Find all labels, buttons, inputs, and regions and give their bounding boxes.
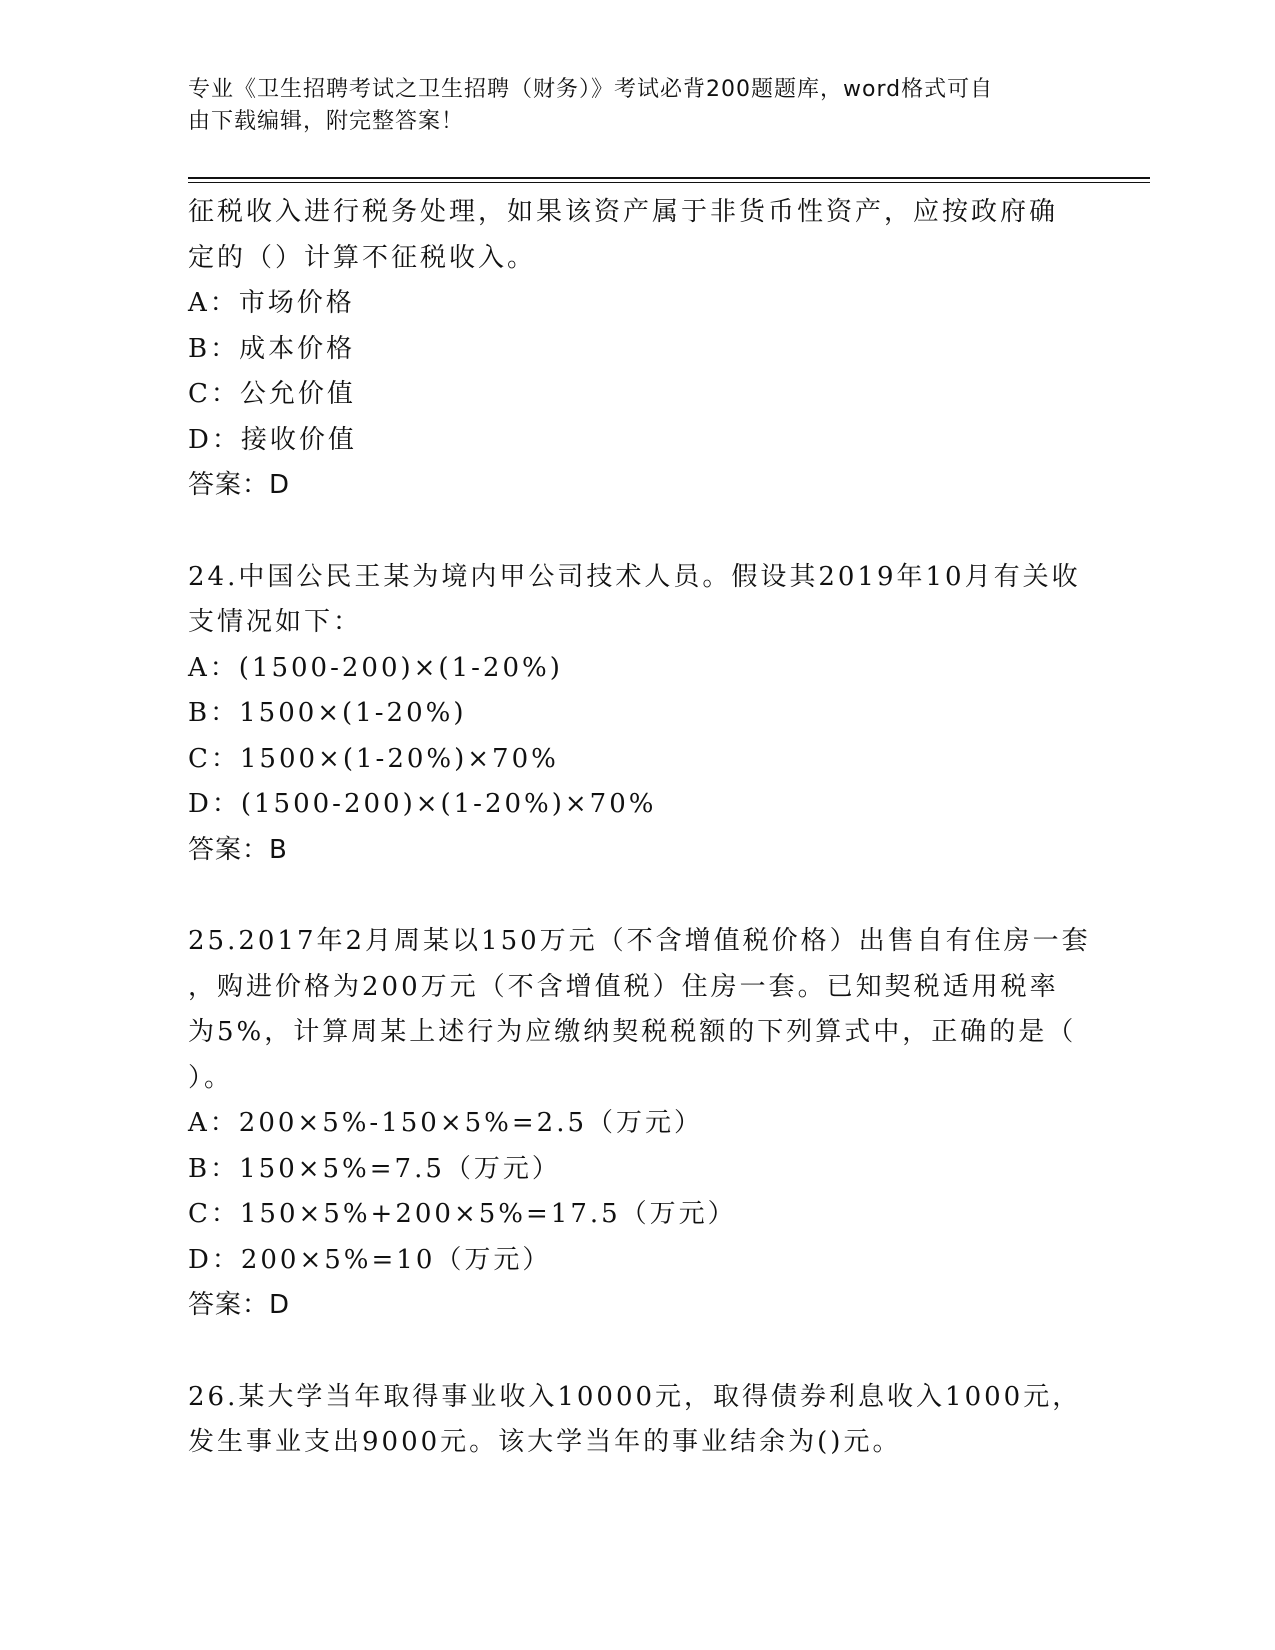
header-line-1: 专业《卫生招聘考试之卫生招聘（财务）》考试必背200题题库，word格式可自 <box>188 77 994 102</box>
question-stem-line: 发生事业支出9000元。该大学当年的事业结余为()元。 <box>188 1427 902 1457</box>
question-stem-line: ）。 <box>188 1062 234 1093</box>
answer-label: 答案：B <box>188 834 288 865</box>
question-stem-line: ，购进价格为200万元（不含增值税）住房一套。已知契税适用税率 <box>188 971 1059 1002</box>
option-a: A：(1500-200)×(1-20%) <box>188 652 563 683</box>
question-stem-line: 定的（）计算不征税收入。 <box>188 242 537 273</box>
header-divider-thin <box>188 182 1150 183</box>
header-line-2: 由下载编辑，附完整答案！ <box>188 109 465 134</box>
question-26 <box>188 1375 1088 1466</box>
option-a: A：200×5%-150×5%=2.5（万元） <box>188 1108 704 1138</box>
option-c: C：150×5%+200×5%=17.5（万元） <box>188 1199 737 1229</box>
option-c: C：公允价值 <box>188 379 356 409</box>
question-stem-line: 25.2017年2月周某以150万元（不含增值税价格）出售自有住房一套 <box>188 926 1091 956</box>
spacer <box>188 509 1088 555</box>
option-b: B：1500×(1-20%) <box>188 698 467 728</box>
option-d: D：(1500-200)×(1-20%)×70% <box>188 789 657 819</box>
answer-label: 答案：D <box>188 470 291 500</box>
header-divider-thick <box>188 177 1150 179</box>
option-a: A：市场价格 <box>188 288 355 318</box>
option-b: B：成本价格 <box>188 333 356 364</box>
question-25 <box>188 919 1091 1329</box>
question-stem-line: 24.中国公民王某为境内甲公司技术人员。假设其2019年10月有关收 <box>188 561 1081 592</box>
option-d: D：200×5%=10（万元） <box>188 1244 552 1275</box>
question-stem-line: 支情况如下： <box>188 607 363 637</box>
question-list <box>188 190 1091 1466</box>
spacer <box>188 873 1088 919</box>
question-stem-line: 为5%，计算周某上述行为应缴纳契税税额的下列算式中，正确的是（ <box>188 1017 1077 1047</box>
option-d: D：接收价值 <box>188 424 357 455</box>
question-stem-line: 26.某大学当年取得事业收入10000元，取得债券利息收入1000元， <box>188 1381 1082 1412</box>
option-c: C：1500×(1-20%)×70% <box>188 743 559 774</box>
option-b: B：150×5%=7.5（万元） <box>188 1153 561 1184</box>
question-23 <box>188 190 1088 509</box>
question-stem-line: 征税收入进行税务处理，如果该资产属于非货币性资产，应按政府确 <box>188 197 1059 227</box>
spacer <box>188 1329 1088 1375</box>
question-24 <box>188 555 1088 874</box>
answer-label: 答案：D <box>188 1290 291 1320</box>
document-header <box>188 74 1068 138</box>
